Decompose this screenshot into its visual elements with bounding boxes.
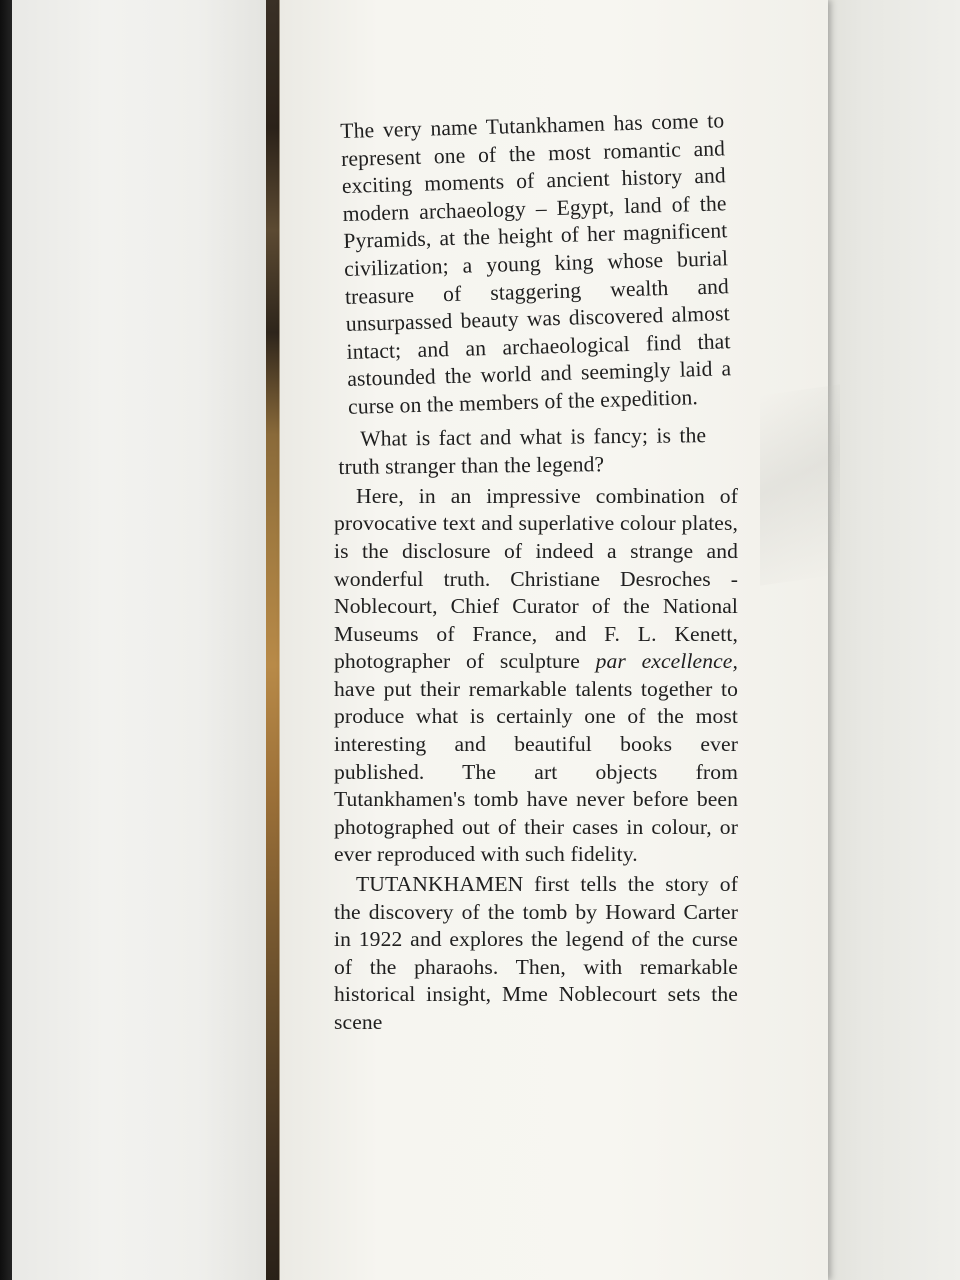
flap-blurb-text [332, 108, 742, 1037]
blurb-italic-phrase: par excellence, [595, 649, 738, 674]
blurb-paragraph-1: The very name Tutankhamen has come to represent one of the most romantic and exciting moments of ancient history and modern archaeology – Egypt, land of the Pyramids, at the height of her magnificent civilization; a young king whose burial treasure of staggering wealth and unsurpassed beauty was discovered almost intact; and an archaeological find that astounded the world and seemingly laid a curse on the members of the expedition. [340, 108, 732, 419]
blurb-paragraph-2: What is fact and what is fancy; is the truth stranger than the legend? [338, 422, 707, 479]
left-book-board [12, 0, 277, 1280]
blurb-paragraph-3-part-b: have put their remarkable talents together to produce what is certainly one of the most interesting and beautiful books ever published. The art objects from Tutankhamen's tomb have never before been photographed out of their cases in colour, or ever reproduced with such fidelity. [334, 676, 738, 867]
blurb-paragraph-4: TUTANKHAMEN first tells the story of the discovery of the tomb by Howard Carter in 1922 and explores the legend of the curse of the pharaohs. Then, with remarkable historical insight, Mme Noblecourt sets the scene [334, 872, 738, 1034]
flap-tear-crease [760, 384, 840, 585]
blurb-paragraph-3 [334, 483, 738, 869]
blurb-paragraph-3-part-a: Here, in an impressive combination of provocative text and superlative colour plates, is the disclosure of indeed a strange and wonderful truth. Christiane Desroches - Noblecourt, Chief Curator of the National Museums of France, and F. L. Kenett, photographer of sculpture [334, 483, 738, 674]
